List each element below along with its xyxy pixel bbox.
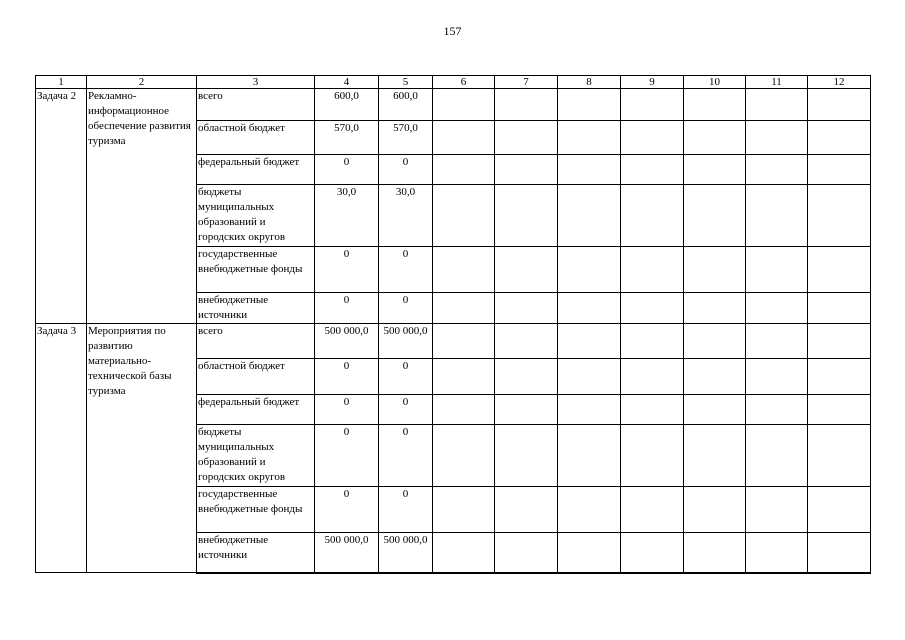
- cell-value-col4: 500 000,0: [315, 533, 379, 573]
- cell-value-col5: 600,0: [379, 89, 433, 121]
- funding-source: федеральный бюджет: [197, 395, 315, 425]
- column-number-row: [36, 76, 871, 89]
- cell-value-col4: 0: [315, 425, 379, 487]
- funding-source: бюджеты муниципальных образований и городских округов: [197, 425, 315, 487]
- task-number: Задача 3: [36, 324, 87, 573]
- table-row: [36, 89, 871, 121]
- task-name: Мероприятия по развитию материально-технической базы туризма: [87, 324, 197, 573]
- funding-source: областной бюджет: [197, 121, 315, 155]
- funding-source: всего: [197, 89, 315, 121]
- funding-source: государственные внебюджетные фонды: [197, 487, 315, 533]
- cell-value-col4: 500 000,0: [315, 324, 379, 359]
- funding-source: областной бюджет: [197, 359, 315, 395]
- column-number: 2: [87, 76, 197, 89]
- cell-value-col5: 500 000,0: [379, 324, 433, 359]
- cell-value-col4: 0: [315, 293, 379, 324]
- column-number: 6: [433, 76, 495, 89]
- column-number: 11: [746, 76, 808, 89]
- column-number: 12: [808, 76, 871, 89]
- cell-value-col5: 0: [379, 155, 433, 185]
- column-number: 3: [197, 76, 315, 89]
- column-number: 5: [379, 76, 433, 89]
- cell-value-col5: 0: [379, 293, 433, 324]
- column-number: 1: [36, 76, 87, 89]
- page-number: 157: [443, 24, 462, 38]
- column-number: 10: [684, 76, 746, 89]
- cell-value-col4: 0: [315, 395, 379, 425]
- task-name: Рекламно-информационное обеспечение развития туризма: [87, 89, 197, 324]
- column-number: 7: [495, 76, 558, 89]
- cell-value-col4: 30,0: [315, 185, 379, 247]
- funding-source: всего: [197, 324, 315, 359]
- cell-value-col5: 0: [379, 247, 433, 293]
- funding-source: внебюджетные источники: [197, 533, 315, 573]
- cell-value-col5: 570,0: [379, 121, 433, 155]
- column-number: 4: [315, 76, 379, 89]
- cell-value-col5: 0: [379, 395, 433, 425]
- cell-value-col5: 30,0: [379, 185, 433, 247]
- table-row: [36, 324, 871, 359]
- cell-value-col4: 570,0: [315, 121, 379, 155]
- cell-value-col4: 0: [315, 359, 379, 395]
- column-number: 9: [621, 76, 684, 89]
- cell-value-col4: 0: [315, 155, 379, 185]
- budget-table: [35, 75, 871, 574]
- task-number: Задача 2: [36, 89, 87, 324]
- cell-value-col4: 0: [315, 487, 379, 533]
- funding-source: внебюджетные источники: [197, 293, 315, 324]
- funding-source: бюджеты муниципальных образований и городских округов: [197, 185, 315, 247]
- cell-value-col5: 0: [379, 425, 433, 487]
- cell-value-col5: 500 000,0: [379, 533, 433, 573]
- cell-value-col4: 0: [315, 247, 379, 293]
- cell-value-col5: 0: [379, 359, 433, 395]
- cell-value-col4: 600,0: [315, 89, 379, 121]
- funding-source: государственные внебюджетные фонды: [197, 247, 315, 293]
- cell-value-col5: 0: [379, 487, 433, 533]
- funding-source: федеральный бюджет: [197, 155, 315, 185]
- column-number: 8: [558, 76, 621, 89]
